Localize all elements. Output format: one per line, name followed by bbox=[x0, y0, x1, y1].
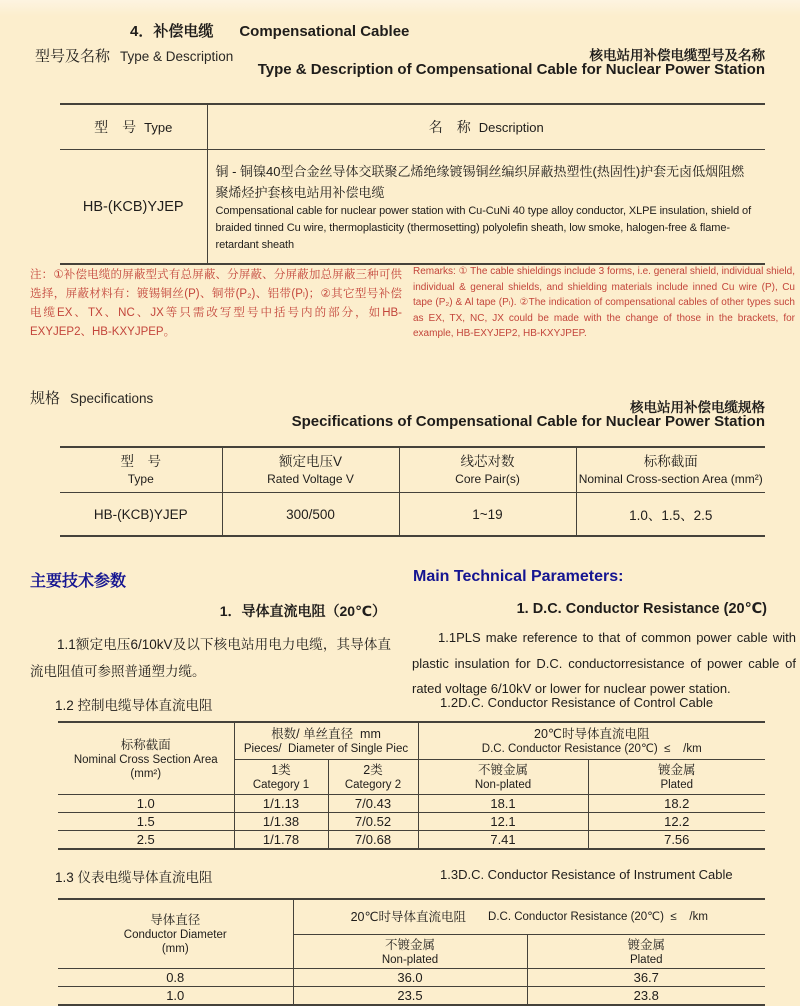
heading-1-2-en: 1.2D.C. Conductor Resistance of Control Cable bbox=[440, 695, 714, 710]
table-row bbox=[58, 813, 765, 831]
paragraph-1-1-zh: 1.1额定电压6/10kV及以下核电站用电力电缆，其导体直流电阻值可参照普通塑力缆。 bbox=[30, 637, 391, 679]
table-type-description bbox=[60, 103, 765, 265]
group-header-dc-resistance bbox=[418, 722, 765, 760]
table-header-row bbox=[60, 447, 765, 493]
diameter-en: Conductor Diameter bbox=[123, 929, 227, 941]
area-en: Nominal Cross Section Area bbox=[73, 753, 218, 766]
spec-type-en: Type bbox=[127, 472, 154, 486]
type-right-title-zh: 核电站用补偿电缆型号及名称 bbox=[589, 48, 765, 63]
cat2-zh: 2类 bbox=[363, 763, 383, 777]
table-row bbox=[58, 795, 765, 813]
np-zh: 不镀金属 bbox=[384, 937, 435, 952]
specs-label-en: Specifications bbox=[70, 391, 154, 406]
header-cell-nominal-area bbox=[58, 722, 234, 795]
cell: 1.5 bbox=[58, 813, 234, 831]
spec-area-zh: 标称截面 bbox=[643, 454, 698, 469]
table-header-row bbox=[60, 104, 765, 150]
cell: 36.7 bbox=[527, 969, 765, 987]
resistance-zh: 20℃时导体直流电阻 bbox=[350, 910, 467, 924]
cell: 23.8 bbox=[527, 987, 765, 1006]
header-type-zh: 型 号 bbox=[94, 119, 137, 135]
cell: 1/1.38 bbox=[234, 813, 328, 831]
pieces-en: Pieces/ Diameter of Single Piec bbox=[243, 743, 409, 755]
specs-right-title-zh: 核电站用补偿电缆规格 bbox=[630, 400, 765, 415]
resistance-en: D.C. Conductor Resistance (20℃) ≤ /km bbox=[481, 743, 702, 755]
cell: 1/1.78 bbox=[234, 831, 328, 850]
cell: 7.41 bbox=[418, 831, 588, 850]
heading-main-params-zh: 主要技术参数 bbox=[30, 573, 127, 590]
resistance-en: D.C. Conductor Resistance (20℃) ≤ /km bbox=[488, 911, 708, 923]
spec-volt-en: Rated Voltage V bbox=[267, 472, 354, 486]
np-en: Non-plated bbox=[381, 953, 439, 966]
cell-type-value: HB-(KCB)YJEP bbox=[60, 150, 207, 265]
spec-volt-zh: 额定电压V bbox=[278, 454, 342, 469]
heading-1-2-zh: 1.2 控制电缆导体直流电阻 bbox=[55, 698, 213, 713]
heading-main-params-en: Main Technical Parameters: bbox=[413, 568, 624, 585]
cell: 7/0.43 bbox=[328, 795, 418, 813]
cell: 2.5 bbox=[58, 831, 234, 850]
remarks-zh: 注：①补偿电缆的屏蔽型式有总屏蔽、分屏蔽、分屏蔽加总屏蔽三种可供选择，屏蔽材料有：镀锡铜丝(P)、铜带(P₂)、铝带(Pₗ)；②其它型号补偿电缆EX、TX、NC、JX等只需改写型号中括号内的部分，如HB-EXYJEP2、HB-KXYJPEP。 bbox=[30, 269, 402, 338]
cat1-zh: 1类 bbox=[271, 763, 291, 777]
type-right-title-en: Type & Description of Compensational Cable for Nuclear Power Station bbox=[257, 61, 765, 78]
resistance-zh: 20℃时导体直流电阻 bbox=[534, 727, 650, 741]
cell: 12.2 bbox=[588, 813, 765, 831]
group-header-pieces-diameter bbox=[234, 722, 418, 760]
header-cell-core-pairs bbox=[399, 447, 576, 493]
page-title bbox=[130, 20, 409, 41]
header-cell-type bbox=[60, 104, 207, 150]
table-group-header-row bbox=[58, 722, 765, 760]
spec-core-zh: 线芯对数 bbox=[460, 454, 515, 469]
cell: 12.1 bbox=[418, 813, 588, 831]
subheader-non-plated bbox=[418, 760, 588, 795]
cell-voltage: 300/500 bbox=[222, 493, 399, 537]
table-control-cable-resistance bbox=[58, 721, 765, 850]
header-cell-conductor-diameter bbox=[58, 899, 293, 969]
header-cell-voltage bbox=[222, 447, 399, 493]
subheader-category-1 bbox=[234, 760, 328, 795]
page-title-zh: 4．补偿电缆 bbox=[130, 23, 214, 40]
table-group-header-row bbox=[58, 899, 765, 935]
np-en: Non-plated bbox=[474, 779, 532, 791]
cell: 1.0 bbox=[58, 795, 234, 813]
subheader-plated bbox=[527, 935, 765, 969]
subheader-category-2 bbox=[328, 760, 418, 795]
pl-zh: 镀金属 bbox=[627, 937, 666, 952]
header-cell-cross-section bbox=[576, 447, 765, 493]
header-cell-description bbox=[207, 104, 765, 150]
cell: 7/0.52 bbox=[328, 813, 418, 831]
cat1-en: Category 1 bbox=[252, 779, 310, 791]
spec-type-zh: 型 号 bbox=[120, 454, 161, 469]
table-row bbox=[60, 150, 765, 265]
cell: 7.56 bbox=[588, 831, 765, 850]
cell: 23.5 bbox=[293, 987, 527, 1006]
section-specifications-label bbox=[30, 387, 153, 408]
header-desc-zh: 名 称 bbox=[428, 119, 471, 135]
pl-zh: 镀金属 bbox=[657, 763, 696, 777]
table-row bbox=[58, 831, 765, 850]
cell: 0.8 bbox=[58, 969, 293, 987]
cat2-en: Category 2 bbox=[344, 779, 402, 791]
np-zh: 不镀金属 bbox=[477, 763, 528, 777]
header-desc-en: Description bbox=[478, 120, 544, 135]
subheading-dc-resistance-en: 1. D.C. Conductor Resistance (20℃) bbox=[516, 601, 767, 617]
spec-core-en: Core Pair(s) bbox=[455, 472, 520, 486]
cell: 7/0.68 bbox=[328, 831, 418, 850]
header-cell-type bbox=[60, 447, 222, 493]
area-unit: (mm²) bbox=[130, 767, 162, 780]
table-instrument-cable-resistance bbox=[58, 898, 765, 1006]
remarks-en: Remarks: ① The cable shieldings include 3 forms, i.e. general shield, individual shield, individual & general shields, and shielding materials include inned Cu wire (P), Cu tape (P₂) & Al tape (Pₗ). ②The indication of compensational cables of other types such as EX, TX, NC, JX could be made with the change of those in the brackets, for example, HB-EXYJEP2, HB-KXYJPEP. bbox=[413, 266, 795, 339]
cell: 1/1.13 bbox=[234, 795, 328, 813]
cell-cross-section: 1.0、1.5、2.5 bbox=[576, 493, 765, 537]
cell: 36.0 bbox=[293, 969, 527, 987]
description-zh: 铜 - 铜镍40型合金丝导体交联聚乙烯绝缘镀锡铜丝编织屏蔽热塑性(热固性)护套无卤低烟阻燃聚烯烃护套核电站用补偿电缆 bbox=[215, 163, 745, 200]
area-zh: 标称截面 bbox=[120, 737, 171, 752]
specs-label-zh: 规格 bbox=[30, 390, 61, 407]
subheading-dc-resistance-zh: 1．导体直流电阻（20℃） bbox=[219, 603, 386, 619]
pieces-zh: 根数/ 单丝直径 mm bbox=[271, 727, 381, 741]
cell-core-pairs: 1~19 bbox=[399, 493, 576, 537]
pl-en: Plated bbox=[660, 779, 694, 791]
spec-area-en: Nominal Cross-section Area (mm²) bbox=[578, 472, 763, 486]
diameter-unit: (mm) bbox=[161, 943, 189, 955]
header-type-en: Type bbox=[144, 120, 173, 135]
specs-right-title-en: Specifications of Compensational Cable for Nuclear Power Station bbox=[291, 413, 765, 430]
cell: 18.2 bbox=[588, 795, 765, 813]
subheader-non-plated bbox=[293, 935, 527, 969]
table-specifications bbox=[60, 446, 765, 537]
diameter-zh: 导体直径 bbox=[150, 913, 201, 927]
type-label-zh: 型号及名称 bbox=[35, 48, 111, 65]
pl-en: Plated bbox=[629, 953, 663, 966]
group-header-dc-resistance bbox=[293, 899, 765, 935]
paragraph-1-1-en: 1.1PLS make reference to that of common power cable with plastic insulation for D.C. conductorresistance of power cable of rated voltage 6/10kV or lower for nuclear power station. bbox=[412, 630, 796, 696]
subheader-plated bbox=[588, 760, 765, 795]
cell: 1.0 bbox=[58, 987, 293, 1006]
cell-description bbox=[207, 150, 765, 265]
section-type-description-label bbox=[35, 45, 233, 66]
heading-1-3-zh: 1.3 仪表电缆导体直流电阻 bbox=[55, 870, 213, 885]
type-label-en: Type & Description bbox=[120, 49, 234, 64]
cell-type: HB-(KCB)YJEP bbox=[60, 493, 222, 537]
cell: 18.1 bbox=[418, 795, 588, 813]
table-row bbox=[58, 987, 765, 1006]
description-en: Compensational cable for nuclear power station with Cu-CuNi 40 type alloy conductor, XLPE insulation, shield of braided tinned Cu wire, thermoplasticity (thermosetting) polyolefin sheath, low smoke, halogen-free & flame-retardant sheath bbox=[215, 204, 752, 251]
table-row bbox=[60, 493, 765, 537]
page-title-en: Compensational Cablee bbox=[239, 23, 410, 40]
table-row bbox=[58, 969, 765, 987]
heading-1-3-en: 1.3D.C. Conductor Resistance of Instrument Cable bbox=[440, 867, 733, 882]
